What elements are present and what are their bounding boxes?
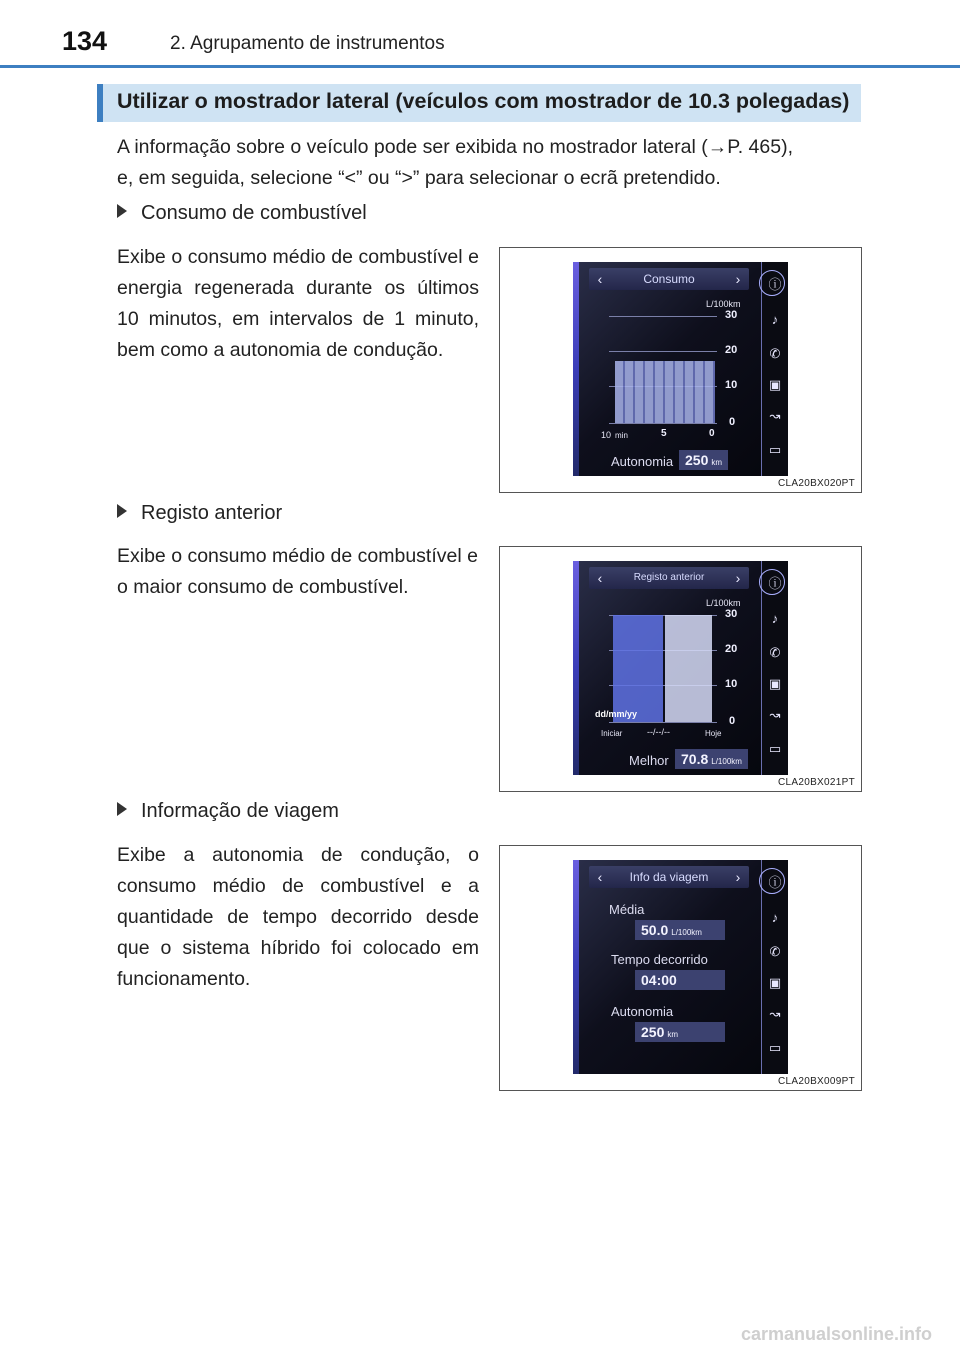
footer-label: Autonomia [611, 454, 674, 469]
screen-consumo: ‹ Consumo › L/100km 30 20 10 0 10 min 5 0 Autonomia 250 km ⓘ ♪ ✆ ▣ ↝ ▭ [573, 262, 788, 476]
chevron-right-icon[interactable]: › [735, 570, 741, 586]
triangle-bullet-icon [117, 504, 127, 518]
row-label-media: Média [609, 902, 645, 917]
image-icon[interactable]: ▣ [768, 676, 782, 691]
image-icon[interactable]: ▣ [768, 377, 782, 392]
side-rail [761, 262, 788, 476]
image-icon[interactable]: ▣ [768, 975, 782, 990]
header-rule [0, 65, 960, 68]
display-icon[interactable]: ▭ [768, 442, 782, 457]
intro-paragraph [117, 132, 862, 194]
figure-viagem [499, 845, 862, 1091]
consumption-bars [615, 361, 715, 423]
chevron-right-icon[interactable]: › [735, 271, 741, 287]
footer-label: Melhor [629, 753, 669, 768]
route-icon[interactable]: ↝ [769, 707, 781, 722]
row-value-tempo: 04:00 [635, 970, 725, 990]
screen-title: Info da viagem [629, 870, 709, 884]
item-heading-viagem: Informação de viagem [117, 800, 339, 823]
display-icon[interactable]: ▭ [768, 741, 782, 756]
row-label-tempo: Tempo decorrido [611, 952, 708, 967]
screen-topbar [589, 268, 749, 290]
item-heading-consumo: Consumo de combustível [117, 202, 367, 225]
item-description-consumo: Exibe o consumo médio de combustível e energia regenerada durante os últimos 10 minutos, em intervalos de 1 minuto, bem como a autonomia de condução. [117, 246, 479, 361]
footer-value: 250 km [679, 450, 728, 470]
page-number: 134 [62, 26, 108, 56]
music-note-icon[interactable]: ♪ [771, 611, 779, 626]
chevron-left-icon[interactable]: ‹ [597, 869, 603, 885]
figure-code: CLA20BX009PT [778, 1076, 855, 1087]
triangle-bullet-icon [117, 204, 127, 218]
item-description-registo: Exibe o consumo médio de combustível e o maior consumo de combustível. [117, 545, 478, 598]
info-icon[interactable]: ⓘ [768, 277, 782, 292]
intro-line-2: e, em seguida, selecione “<” ou “>” para selecionar o ecrã pretendido. [117, 167, 721, 189]
music-note-icon[interactable]: ♪ [771, 910, 779, 925]
screen-viagem [573, 860, 788, 1074]
chapter-title: 2. Agrupamento de instrumentos [170, 33, 445, 54]
item-heading-registo: Registo anterior [117, 502, 282, 525]
screen-topbar [589, 866, 749, 888]
item-description-viagem: Exibe a autonomia de condução, o consumo médio de combustível e a quantidade de tempo decorrido desde que o sistema híbrido foi colocado em funcionamento. [117, 844, 479, 990]
date-label: dd/mm/yy [595, 709, 638, 719]
average-bar [613, 615, 663, 722]
side-rail [761, 561, 788, 775]
phone-icon[interactable]: ✆ [769, 944, 781, 959]
info-icon[interactable]: ⓘ [768, 576, 782, 591]
chevron-right-icon[interactable]: › [735, 869, 741, 885]
figure-code: CLA20BX021PT [778, 777, 855, 788]
music-note-icon[interactable]: ♪ [771, 312, 779, 327]
phone-icon[interactable]: ✆ [769, 645, 781, 660]
row-label-autonomia: Autonomia [611, 1004, 674, 1019]
phone-icon[interactable]: ✆ [769, 346, 781, 361]
unit-label: L/100km [706, 598, 741, 608]
screen-registo: ‹ Registo anterior › L/100km 30 20 10 0 dd/mm/yy Iniciar --/--/-- Hoje Melhor 70.8 L/100km ⓘ ♪ ✆ ▣ ↝ ▭ [573, 561, 788, 775]
chevron-left-icon[interactable]: ‹ [597, 570, 603, 586]
row-value-autonomia: 250 km [635, 1022, 725, 1042]
screen-topbar [589, 567, 749, 589]
info-icon[interactable]: ⓘ [768, 875, 782, 890]
best-bar [665, 615, 712, 722]
screen-title: Consumo [643, 272, 695, 286]
row-value-media: 50.0 L/100km [635, 920, 725, 940]
figure-registo [499, 546, 862, 792]
figure-consumo [499, 247, 862, 493]
route-icon[interactable]: ↝ [769, 408, 781, 423]
intro-line-1: A informação sobre o veículo pode ser exibida no mostrador lateral (→P. 465), [117, 136, 794, 158]
watermark: carmanualsonline.info [740, 1324, 932, 1344]
unit-label: L/100km [706, 299, 741, 309]
triangle-bullet-icon [117, 802, 127, 816]
chevron-left-icon[interactable]: ‹ [597, 271, 603, 287]
footer-value: 70.8 L/100km [675, 749, 748, 769]
section-title: Utilizar o mostrador lateral (veículos com mostrador de 10.3 polegadas) [117, 89, 850, 113]
side-rail [761, 860, 788, 1074]
figure-code: CLA20BX020PT [778, 478, 855, 489]
screen-title: Registo anterior [633, 572, 705, 583]
display-icon[interactable]: ▭ [768, 1040, 782, 1055]
route-icon[interactable]: ↝ [769, 1006, 781, 1021]
